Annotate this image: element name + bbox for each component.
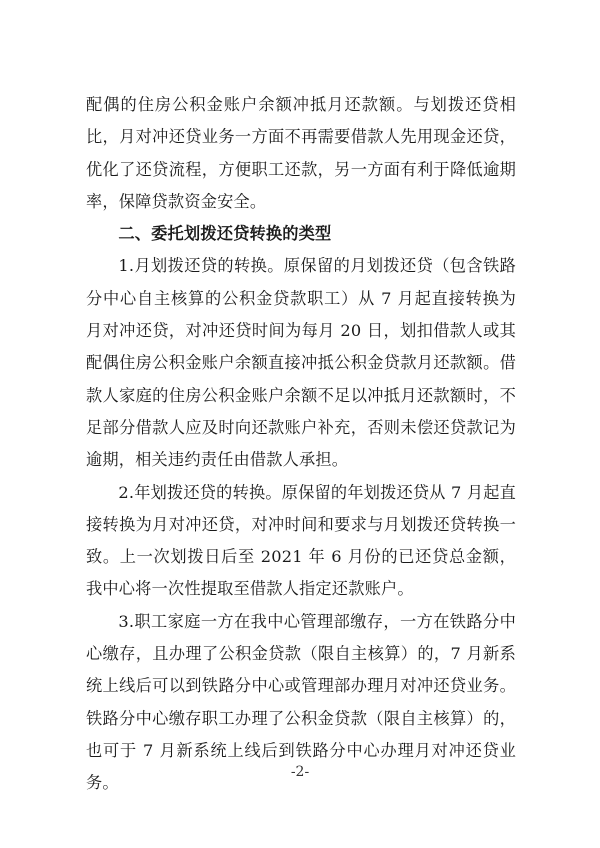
document-body	[86, 89, 516, 800]
item-1-paragraph: 1.月划拨还贷的转换。原保留的月划拨还贷（包含铁路分中心自主核算的公积金贷款职工）从 7 月起直接转换为月对冲还贷，对冲还贷时间为每月 20 日，划扣借款人或其配偶住房公积金账户余额直接冲抵公积金贷款月还款额。借款人家庭的住房公积金账户余额不足以冲抵月还款额时，不足部分借款人应及时向还款账户补充，否则未偿还贷款记为逾期，相关违约责任由借款人承担。	[86, 256, 516, 470]
item-2-paragraph: 2.年划拨还贷的转换。原保留的年划拨还贷从 7 月起直接转换为月对冲还贷，对冲时间和要求与月划拨还贷转换一致。上一次划拨日后至 2021 年 6 月份的已还贷总金额，我中心将一次性提取至借款人指定还款账户。	[86, 482, 516, 599]
page-number: -2-	[290, 764, 310, 780]
continued-paragraph: 配偶的住房公积金账户余额冲抵月还款额。与划拨还贷相比，月对冲还贷业务一方面不再需要借款人先用现金还贷，优化了还贷流程，方便职工还款，另一方面有利于降低逾期率，保障贷款资金安全。	[86, 95, 516, 211]
item-3-paragraph: 3.职工家庭一方在我中心管理部缴存，一方在铁路分中心缴存，且办理了公积金贷款（限自主核算）的，7 月新系统上线后可以到铁路分中心或管理部办理月对冲还贷业务。铁路分中心缴存职工办理了公积金贷款（限自主核算）的，也可于 7 月新系统上线后到铁路分中心办理月对冲还贷业务。	[86, 611, 516, 793]
section-heading: 二、委托划拨还贷转换的类型	[118, 224, 332, 244]
